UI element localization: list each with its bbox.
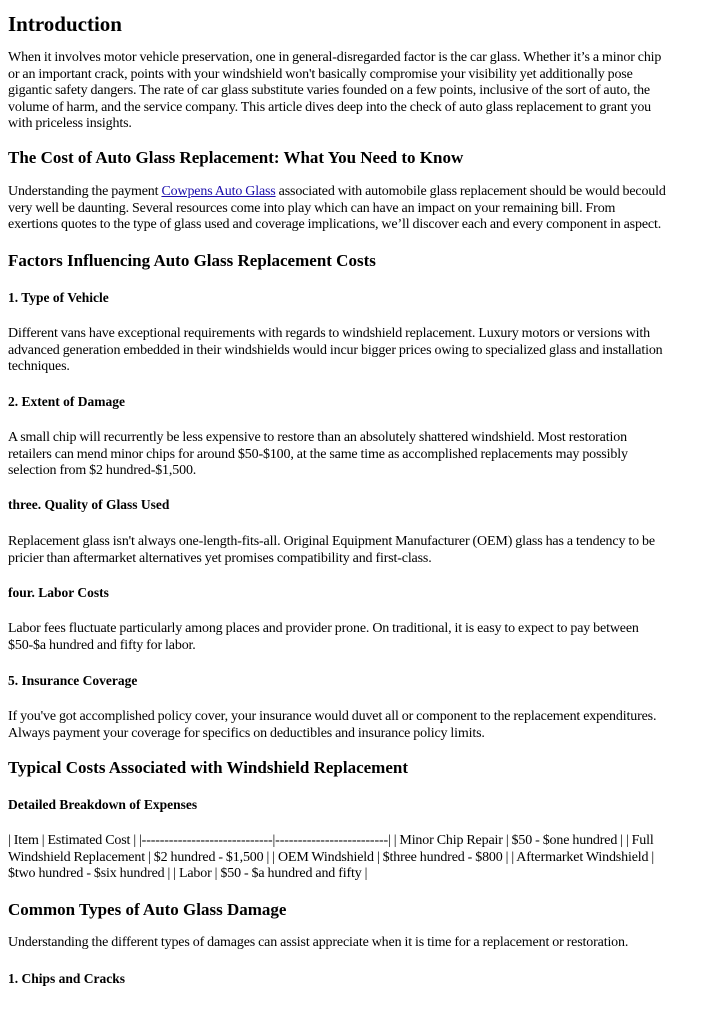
factor-extent-of-damage-heading: 2. Extent of Damage <box>8 394 125 409</box>
cost-text-before: Understanding the payment <box>8 184 162 199</box>
paragraph-line <box>8 184 720 201</box>
paragraph-line: pricier than aftermarket alternatives yet promises compatibility and first-class. <box>8 550 432 566</box>
paragraph-line: $two hundred - $six hundred | | Labor | $50 - $a hundred and fifty | <box>8 866 368 881</box>
paragraph-line: When it involves motor vehicle preservation, one in general-disregarded factor is the car glass. Whether it’s a minor chip <box>8 50 662 65</box>
factor-type-of-vehicle-paragraph <box>8 326 720 376</box>
factor-type-of-vehicle-heading: 1. Type of Vehicle <box>8 290 109 305</box>
typical-costs-heading: Typical Costs Associated with Windshield Replacement <box>8 758 409 777</box>
paragraph-line: Replacement glass isn't always one-length-fits-all. Original Equipment Manufacturer (OEM) glass has a tendency to be <box>8 534 655 549</box>
paragraph-line: Understanding the different types of damages can assist appreciate when it is time for a replacement or restoration. <box>8 935 629 950</box>
paragraph-line: exertions quotes to the type of glass used and coverage implications, we’ll discover each and every component in aspect. <box>8 217 662 232</box>
intro-heading: Introduction <box>8 12 122 36</box>
paragraph-line: retailers can mend minor chips for around $50-$100, at the same time as accomplished replacements may possibly <box>8 446 628 462</box>
paragraph-line: gigantic safety dangers. The rate of car glass substitute varies founded on a few points, inclusive of the sort of auto, the <box>8 83 650 98</box>
factor-labor-costs-heading: four. Labor Costs <box>8 585 109 600</box>
paragraph-line: advanced generation embedded in their windshields would incur bigger prices owing to specialized glass and installation <box>8 342 663 358</box>
paragraph-line: Different vans have exceptional requirements with regards to windshield replacement. Luxury motors or versions with <box>8 326 650 341</box>
chips-and-cracks-heading: 1. Chips and Cracks <box>8 971 126 986</box>
paragraph-line: Labor fees fluctuate particularly among places and provider prone. On traditional, it is easy to expect to pay between <box>8 621 639 636</box>
cost-text-after: associated with automobile glass replacement should be would becould <box>275 184 666 199</box>
paragraph-line: Windshield Replacement | $2 hundred - $1,500 | | OEM Windshield | $three hundred - $800 | | Aftermarket Windshield | <box>8 849 655 865</box>
cost-heading: The Cost of Auto Glass Replacement: What You Need to Know <box>8 148 464 167</box>
cowpens-auto-glass-link[interactable]: Cowpens Auto Glass <box>161 184 276 199</box>
factor-insurance-coverage-heading: 5. Insurance Coverage <box>8 673 138 688</box>
factor-insurance-coverage-paragraph <box>8 709 720 742</box>
cost-paragraph <box>8 184 720 234</box>
factors-heading: Factors Influencing Auto Glass Replacement Costs <box>8 251 376 270</box>
paragraph-line: selection from $2 hundred-$1,500. <box>8 463 197 478</box>
factor-quality-of-glass-heading: three. Quality of Glass Used <box>8 497 170 512</box>
paragraph-line: If you've got accomplished policy cover, your insurance would duvet all or component to the replacement expenditures. <box>8 709 657 724</box>
paragraph-line: volume of harm, and the service company. This article dives deep into the check of auto glass replacement to grant you <box>8 99 652 115</box>
damage-types-heading: Common Types of Auto Glass Damage <box>8 900 287 919</box>
factor-extent-of-damage-paragraph <box>8 430 720 480</box>
paragraph-line: Always payment your coverage for specifics on deductibles and insurance policy limits. <box>8 725 485 741</box>
paragraph-line: techniques. <box>8 359 70 374</box>
breakdown-heading: Detailed Breakdown of Expenses <box>8 797 198 812</box>
intro-paragraph <box>8 50 720 133</box>
damage-types-paragraph <box>8 935 720 952</box>
factor-labor-costs-paragraph <box>8 621 720 654</box>
paragraph-line: very well be daunting. Several resources come into play which can have an impact on your remaining bill. From <box>8 200 616 216</box>
paragraph-line: with priceless insights. <box>8 116 132 131</box>
breakdown-table-text <box>8 833 720 883</box>
paragraph-line: A small chip will recurrently be less expensive to restore than an absolutely shattered windshield. Most restoration <box>8 430 627 445</box>
paragraph-line: or an important crack, points with your windshield won't basically compromise your visibility yet additionally pose <box>8 66 633 82</box>
paragraph-line: | Item | Estimated Cost | |-----------------------------|-------------------------| | Minor Chip Repair | $50 - $one hundred | | Full <box>8 833 654 848</box>
paragraph-line: $50-$a hundred and fifty for labor. <box>8 637 196 653</box>
factor-quality-of-glass-paragraph <box>8 534 720 567</box>
